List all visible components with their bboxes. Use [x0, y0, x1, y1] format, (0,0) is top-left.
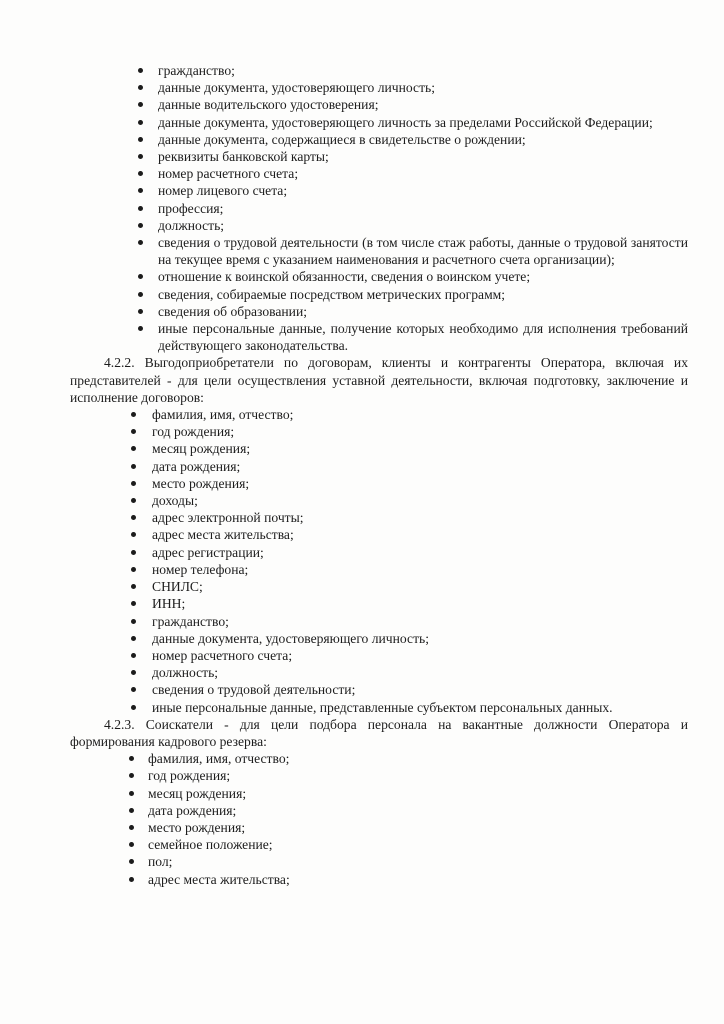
list-item: место рождения;: [70, 475, 688, 492]
list-item: номер расчетного счета;: [70, 165, 688, 182]
list-item: месяц рождения;: [70, 440, 688, 457]
list-item: место рождения;: [70, 819, 688, 836]
list-item: год рождения;: [70, 423, 688, 440]
list-item: иные персональные данные, получение которых необходимо для исполнения требований действующего законодательства.: [70, 320, 688, 354]
list-item: год рождения;: [70, 767, 688, 784]
list-item: адрес места жительства;: [70, 871, 688, 888]
list-item: пол;: [70, 853, 688, 870]
list-item: номер телефона;: [70, 561, 688, 578]
list-item: фамилия, имя, отчество;: [70, 406, 688, 423]
list-item: должность;: [70, 217, 688, 234]
list-item: ИНН;: [70, 595, 688, 612]
list-item: иные персональные данные, представленные субъектом персональных данных.: [70, 699, 688, 716]
personal-data-list-c: [70, 750, 688, 888]
list-item: адрес регистрации;: [70, 544, 688, 561]
list-item: семейное положение;: [70, 836, 688, 853]
list-item: сведения, собираемые посредством метрических программ;: [70, 286, 688, 303]
section-4-2-2-paragraph: 4.2.2. Выгодоприобретатели по договорам, клиенты и контрагенты Оператора, включая их представителей - для цели осуществления уставной деятельности, включая подготовку, заключение и исполнение договоров:: [70, 355, 688, 405]
list-item: данные документа, удостоверяющего личность;: [70, 630, 688, 647]
list-item: данные документа, удостоверяющего личность за пределами Российской Федерации;: [70, 114, 688, 131]
list-item: СНИЛС;: [70, 578, 688, 595]
list-item: фамилия, имя, отчество;: [70, 750, 688, 767]
list-item: реквизиты банковской карты;: [70, 148, 688, 165]
list-item: гражданство;: [70, 613, 688, 630]
section-4-2-3-paragraph: 4.2.3. Соискатели - для цели подбора персонала на вакантные должности Оператора и формирования кадрового резерва:: [70, 716, 688, 749]
list-item: сведения о трудовой деятельности;: [70, 681, 688, 698]
list-item: данные водительского удостоверения;: [70, 96, 688, 113]
list-item: отношение к воинской обязанности, сведения о воинском учете;: [70, 268, 688, 285]
list-item: дата рождения;: [70, 458, 688, 475]
list-item: профессия;: [70, 200, 688, 217]
list-item: должность;: [70, 664, 688, 681]
list-item: гражданство;: [70, 62, 688, 79]
list-item: адрес места жительства;: [70, 526, 688, 543]
list-item: данные документа, содержащиеся в свидетельстве о рождении;: [70, 131, 688, 148]
list-item: номер лицевого счета;: [70, 182, 688, 199]
list-item: сведения об образовании;: [70, 303, 688, 320]
list-item: данные документа, удостоверяющего личность;: [70, 79, 688, 96]
list-item: доходы;: [70, 492, 688, 509]
list-item: номер расчетного счета;: [70, 647, 688, 664]
document-body: [70, 62, 688, 888]
list-item: адрес электронной почты;: [70, 509, 688, 526]
personal-data-list-b: [70, 406, 688, 716]
personal-data-list-a: [70, 62, 688, 354]
list-item: дата рождения;: [70, 802, 688, 819]
list-item: месяц рождения;: [70, 785, 688, 802]
list-item: сведения о трудовой деятельности (в том числе стаж работы, данные о трудовой занятости на текущее время с указанием наименования и расчетного счета организации);: [70, 234, 688, 268]
